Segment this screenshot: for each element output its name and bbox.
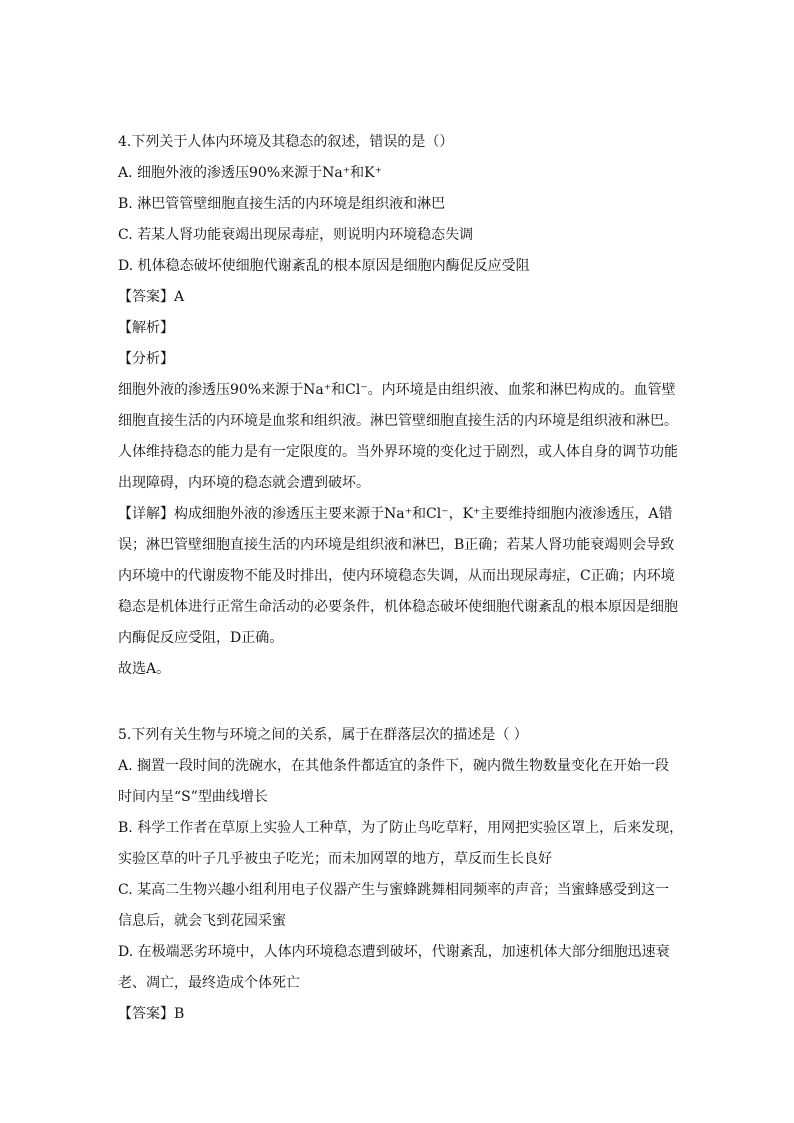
question-4-option-b: B. 淋巴管管壁细胞直接生活的内环境是组织液和淋巴 bbox=[118, 196, 446, 212]
fenxi-line: 人体维持稳态的能力是有一定限度的。当外界环境的变化过于剧烈，或人体自身的调节功能 bbox=[118, 444, 678, 460]
detail-line: 误；淋巴管壁细胞直接生活的内环境是组织液和淋巴，B正确；若某人肾功能衰竭则会导致 bbox=[118, 537, 675, 553]
question-4-answer: 【答案】A bbox=[118, 289, 185, 305]
detail-line: 【详解】构成细胞外液的渗透压主要来源于Na⁺和Cl⁻，K⁺主要维持细胞内液渗透压，A错 bbox=[118, 506, 673, 522]
fenxi-line: 细胞直接生活的内环境是血浆和组织液。淋巴管壁细胞直接生活的内环境是组织液和淋巴。 bbox=[118, 413, 678, 429]
fenxi-line: 出现障碍，内环境的稳态就会遭到破坏。 bbox=[118, 475, 370, 491]
question-5-stem: 5.下列有关生物与环境之间的关系，属于在群落层次的描述是（ ） bbox=[118, 727, 528, 743]
question-4-option-d: D. 机体稳态破坏使细胞代谢紊乱的根本原因是细胞内酶促反应受阻 bbox=[118, 258, 530, 274]
question-5-option-b-line2: 实验区草的叶子几乎被虫子吃光；而未加网罩的地方，草反而生长良好 bbox=[118, 851, 552, 867]
question-4-option-a: A. 细胞外液的渗透压90%来源于Na⁺和K⁺ bbox=[118, 165, 382, 181]
question-4 bbox=[118, 127, 678, 685]
question-5-option-b-line1: B. 科学工作者在草原上实验人工种草，为了防止鸟吃草籽，用网把实验区罩上，后来发现， bbox=[118, 820, 684, 836]
fenxi-line: 细胞外液的渗透压90%来源于Na⁺和Cl⁻。内环境是由组织液、血浆和淋巴构成的。血管壁 bbox=[118, 382, 676, 398]
detail-line: 内环境中的代谢废物不能及时排出，使内环境稳态失调，从而出现尿毒症，C正确；内环境 bbox=[118, 568, 675, 584]
question-5-option-d-line1: D. 在极端恶劣环境中，人体内环境稳态遭到破坏，代谢紊乱，加速机体大部分细胞迅速衰 bbox=[118, 944, 670, 960]
question-4-fenxi-header: 【分析】 bbox=[118, 351, 174, 367]
question-5-option-a-line2: 时间内呈“S”型曲线增长 bbox=[118, 789, 268, 805]
question-4-conclusion: 故选A。 bbox=[118, 661, 171, 677]
question-4-option-c: C. 若某人肾功能衰竭出现尿毒症，则说明内环境稳态失调 bbox=[118, 227, 474, 243]
question-5 bbox=[118, 720, 684, 1030]
question-5-option-c-line1: C. 某高二生物兴趣小组利用电子仪器产生与蜜蜂跳舞相同频率的声音；当蜜蜂感受到这一 bbox=[118, 882, 670, 898]
question-4-fenxi-paragraph bbox=[118, 375, 678, 499]
question-5-option-c-line2: 信息后，就会飞到花园采蜜 bbox=[118, 913, 286, 929]
question-5-answer: 【答案】B bbox=[118, 1006, 185, 1022]
question-4-stem: 4.下列关于人体内环境及其稳态的叙述，错误的是（） bbox=[118, 134, 454, 150]
detail-line: 内酶促反应受阻，D正确。 bbox=[118, 630, 284, 646]
question-5-option-a-line1: A. 搁置一段时间的洗碗水，在其他条件都适宜的条件下，碗内微生物数量变化在开始一段 bbox=[118, 758, 670, 774]
question-4-analysis-header: 【解析】 bbox=[118, 320, 174, 336]
question-4-detail-paragraph bbox=[118, 499, 678, 654]
question-5-option-d-line2: 老、凋亡，最终造成个体死亡 bbox=[118, 975, 300, 991]
detail-line: 稳态是机体进行正常生命活动的必要条件，机体稳态破坏使细胞代谢紊乱的根本原因是细胞 bbox=[118, 599, 678, 615]
